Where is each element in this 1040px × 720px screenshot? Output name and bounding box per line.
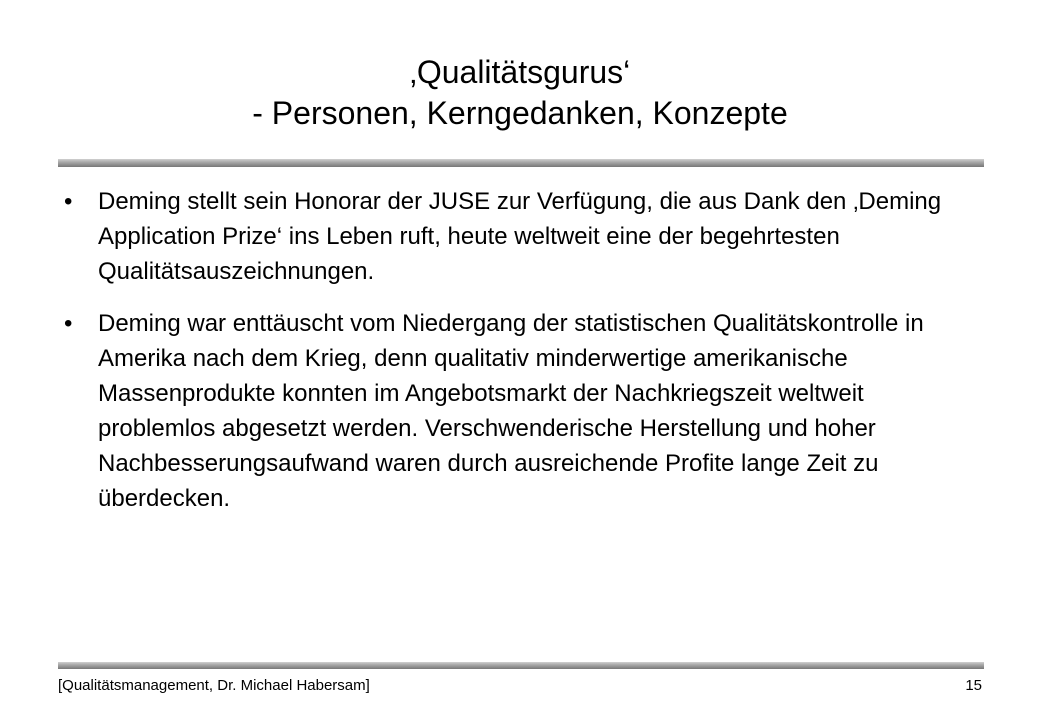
bullet-icon: • xyxy=(64,310,73,337)
bullet-item-1 xyxy=(60,184,980,289)
bullet-text-2: Deming war enttäuscht vom Niedergang der statistischen Qualitätskontrolle in Amerika nach dem Krieg, denn qualitativ minderwertige amerikanische Massenprodukte konnten im Angebotsmarkt der Nachkriegszeit weltweit problemlos abgesetzt werden. Verschwenderische Herstellung und hoher Nachbesserungsaufwand waren durch ausreichende Profite lange Zeit zu überdecken. xyxy=(98,310,924,512)
bullet-text-1: Deming stellt sein Honorar der JUSE zur Verfügung, die aus Dank den ‚Deming Application Prize‘ ins Leben ruft, heute weltweit eine der begehrtesten Qualitätsauszeichnungen. xyxy=(98,188,942,285)
footer-divider xyxy=(58,662,984,669)
bullet-list xyxy=(60,184,980,533)
slide-title xyxy=(0,52,1040,134)
footer-source: [Qualitätsmanagement, Dr. Michael Habersam] xyxy=(58,677,370,694)
bullet-item-2 xyxy=(60,306,980,516)
title-divider xyxy=(58,159,984,167)
title-line-2: - Personen, Kerngedanken, Konzepte xyxy=(252,95,788,131)
title-line-1: ‚Qualitätsgurus‘ xyxy=(409,54,631,90)
page-number: 15 xyxy=(965,677,982,694)
bullet-icon: • xyxy=(64,188,73,215)
